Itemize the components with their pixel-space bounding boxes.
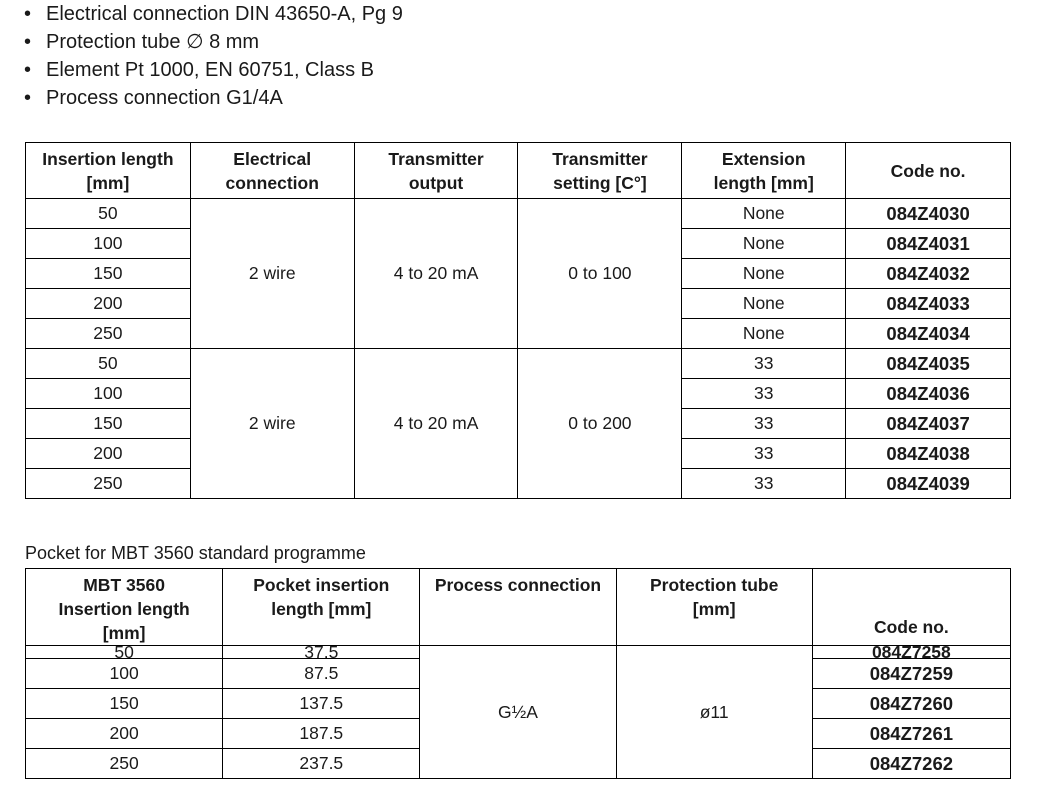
bullet-icon: • xyxy=(24,87,32,109)
table-header-row xyxy=(26,143,1011,199)
setting-cell: 0 to 100 xyxy=(518,199,682,349)
insertion-cell: 250 xyxy=(26,469,191,499)
code-cell: 084Z4032 xyxy=(846,259,1011,289)
bullet-icon: • xyxy=(24,3,32,25)
code-cell: 084Z7259 xyxy=(812,659,1010,689)
code-cell: 084Z7262 xyxy=(812,749,1010,779)
header-code-no: Code no. xyxy=(812,569,1010,646)
code-cell: 084Z4038 xyxy=(846,439,1011,469)
extension-cell: 33 xyxy=(682,409,846,439)
header-insertion-length: Insertion length [mm] xyxy=(26,143,191,199)
insertion-cell: 50 xyxy=(26,349,191,379)
extension-cell: 33 xyxy=(682,379,846,409)
insertion-cell: 250 xyxy=(26,319,191,349)
extension-cell: None xyxy=(682,319,846,349)
output-cell: 4 to 20 mA xyxy=(354,199,518,349)
output-cell: 4 to 20 mA xyxy=(354,349,518,499)
pocket-cell: 37.5 xyxy=(223,646,420,659)
header-extension-length: Extension length [mm] xyxy=(682,143,846,199)
pocket-cell: 237.5 xyxy=(223,749,420,779)
header-mbt-insertion-length: MBT 3560 Insertion length [mm] xyxy=(26,569,223,646)
code-cell: 084Z7260 xyxy=(812,689,1010,719)
extension-cell: None xyxy=(682,229,846,259)
header-process-connection: Process connection xyxy=(420,569,616,646)
transmitter-table xyxy=(25,142,1011,499)
process-connection-cell: G½A xyxy=(420,646,616,779)
setting-cell: 0 to 200 xyxy=(518,349,682,499)
insertion-cell: 150 xyxy=(26,259,191,289)
table-row xyxy=(26,349,1011,379)
feature-item: • Protection tube ∅ 8 mm xyxy=(24,28,403,56)
extension-cell: None xyxy=(682,289,846,319)
insertion-cell: 200 xyxy=(26,289,191,319)
insertion-cell: 250 xyxy=(26,749,223,779)
extension-cell: 33 xyxy=(682,439,846,469)
feature-item: • Process connection G1/4A xyxy=(24,84,403,112)
pocket-table xyxy=(25,568,1011,779)
insertion-cell: 100 xyxy=(26,659,223,689)
insertion-cell: 50 xyxy=(26,199,191,229)
feature-list xyxy=(24,0,403,112)
pocket-cell: 87.5 xyxy=(223,659,420,689)
bullet-icon: • xyxy=(24,59,32,81)
code-cell: 084Z4037 xyxy=(846,409,1011,439)
extension-cell: None xyxy=(682,259,846,289)
insertion-cell: 150 xyxy=(26,409,191,439)
header-pocket-insertion-length: Pocket insertion length [mm] xyxy=(223,569,420,646)
feature-item: • Element Pt 1000, EN 60751, Class B xyxy=(24,56,403,84)
insertion-cell: 50 xyxy=(26,646,223,659)
pocket-cell: 187.5 xyxy=(223,719,420,749)
electrical-cell: 2 wire xyxy=(190,349,354,499)
code-cell: 084Z4031 xyxy=(846,229,1011,259)
code-cell: 084Z4030 xyxy=(846,199,1011,229)
pocket-table-caption: Pocket for MBT 3560 standard programme xyxy=(25,543,366,563)
insertion-cell: 200 xyxy=(26,439,191,469)
table-row xyxy=(26,199,1011,229)
code-cell: 084Z4033 xyxy=(846,289,1011,319)
code-cell: 084Z7258 xyxy=(812,646,1010,659)
code-cell: 084Z4035 xyxy=(846,349,1011,379)
table-header-row xyxy=(26,569,1011,646)
pocket-cell: 137.5 xyxy=(223,689,420,719)
bullet-icon: • xyxy=(24,31,32,53)
extension-cell: 33 xyxy=(682,469,846,499)
header-transmitter-setting: Transmitter setting [C°] xyxy=(518,143,682,199)
feature-item: • Electrical connection DIN 43650-A, Pg 9 xyxy=(24,0,403,28)
header-protection-tube: Protection tube [mm] xyxy=(616,569,812,646)
insertion-cell: 200 xyxy=(26,719,223,749)
protection-tube-cell: ø11 xyxy=(616,646,812,779)
code-cell: 084Z4034 xyxy=(846,319,1011,349)
code-cell: 084Z7261 xyxy=(812,719,1010,749)
header-electrical-connection: Electrical connection xyxy=(190,143,354,199)
table-row xyxy=(26,646,1011,659)
header-transmitter-output: Transmitter output xyxy=(354,143,518,199)
code-cell: 084Z4039 xyxy=(846,469,1011,499)
header-code-no: Code no. xyxy=(846,143,1011,199)
extension-cell: None xyxy=(682,199,846,229)
insertion-cell: 100 xyxy=(26,379,191,409)
electrical-cell: 2 wire xyxy=(190,199,354,349)
extension-cell: 33 xyxy=(682,349,846,379)
insertion-cell: 150 xyxy=(26,689,223,719)
code-cell: 084Z4036 xyxy=(846,379,1011,409)
insertion-cell: 100 xyxy=(26,229,191,259)
